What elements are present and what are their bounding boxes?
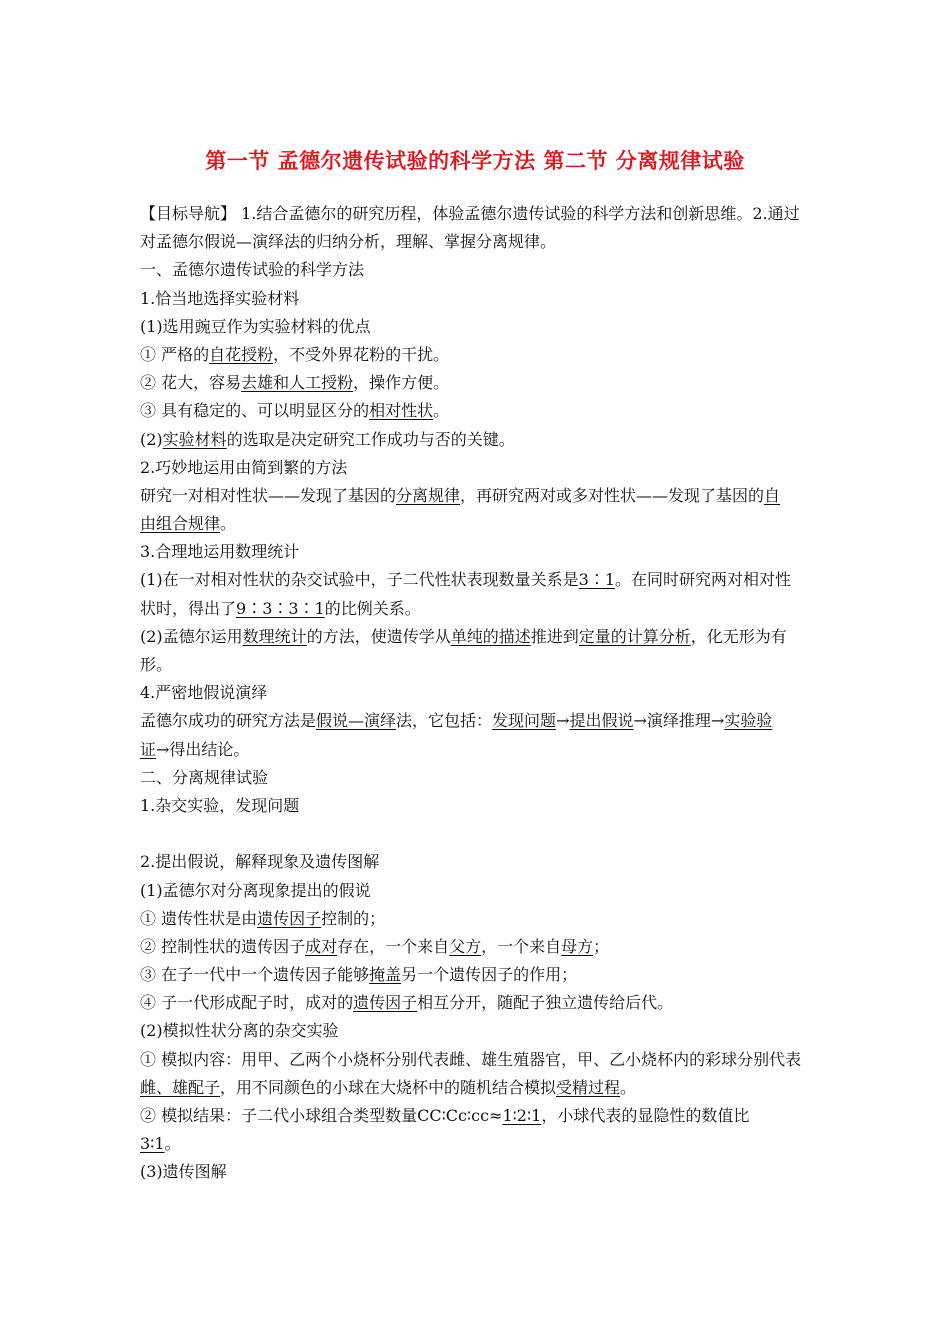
text-line: [140, 1158, 815, 1186]
text-line: [140, 256, 815, 284]
text-segment: (2)孟德尔运用: [140, 626, 243, 646]
text-line: [140, 1130, 815, 1158]
text-segment: ，操作方便。: [353, 373, 450, 393]
text-segment: 存在，一个来自: [337, 936, 450, 956]
answer-blank: 3∶1: [578, 570, 616, 590]
answer-blank: 遗传因子: [257, 908, 322, 928]
text-segment: ，不受外界花粉的干扰。: [273, 344, 450, 364]
text-line: [140, 933, 815, 961]
answer-blank: 提出假说: [569, 711, 634, 731]
text-line: [140, 792, 815, 820]
text-segment: ，再研究两对或多对性状——发现了基因的: [460, 485, 765, 505]
text-line: [140, 764, 815, 792]
answer-blank: 实验验: [724, 711, 773, 731]
text-line: [140, 369, 815, 397]
text-segment: 。: [433, 401, 450, 421]
text-segment: 研究一对相对性状——发现了基因的: [140, 485, 397, 505]
text-line: [140, 679, 815, 707]
answer-blank: 定量的计算分析: [578, 626, 691, 646]
text-line: [140, 341, 815, 369]
text-segment: 二、分离规律试验: [140, 767, 269, 787]
text-segment: (2): [140, 429, 163, 449]
answer-blank: 雌、雄配子: [140, 1077, 221, 1097]
text-line: [140, 707, 815, 735]
text-line: [140, 200, 815, 228]
answer-blank: 9∶3∶3∶1: [236, 598, 325, 618]
text-line: [140, 905, 815, 933]
text-line: [140, 877, 815, 905]
answer-blank: 自花授粉: [209, 344, 274, 364]
text-segment: (2)模拟性状分离的杂交实验: [140, 1021, 339, 1041]
text-segment: ③ 具有稳定的、可以明显区分的: [140, 401, 370, 421]
text-line: [140, 736, 815, 764]
text-segment: →得出结论。: [156, 739, 250, 759]
answer-blank: 父方: [449, 936, 482, 956]
text-segment: ① 严格的: [140, 344, 210, 364]
text-segment: 的比例关系。: [324, 598, 421, 618]
text-segment: 对孟德尔假说—演绎法的归纳分析，理解、掌握分离规律。: [140, 232, 557, 252]
text-segment: ④ 子一代形成配子时，成对的: [140, 993, 354, 1013]
text-line: [140, 313, 815, 341]
text-line: [140, 595, 815, 623]
text-segment: 。: [164, 1134, 181, 1154]
answer-blank: 遗传因子: [353, 993, 418, 1013]
answer-blank: 受精过程: [556, 1077, 621, 1097]
answer-blank: 分离规律: [396, 485, 461, 505]
text-line: [140, 989, 815, 1017]
text-segment: 2.提出假说，解释现象及遗传图解: [140, 852, 380, 872]
answer-blank: 自: [764, 485, 781, 505]
answer-blank: 1∶2∶1: [502, 1106, 542, 1125]
text-segment: ，用不同颜色的小球在大烧杯中的随机结合模拟: [220, 1077, 557, 1097]
text-segment: 4.严密地假说演绎: [140, 683, 268, 703]
text-segment: 控制的；: [321, 908, 386, 928]
answer-blank: 单纯的描述: [450, 626, 531, 646]
text-segment: ③ 在子一代中一个遗传因子能够: [140, 965, 370, 985]
text-segment: (1)在一对相对性状的杂交试验中，子二代性状表现数量关系是: [140, 570, 579, 590]
text-segment: ，小球代表的显隐性的数值比: [541, 1106, 750, 1125]
answer-blank: 实验材料: [162, 429, 227, 449]
text-segment: ① 遗传性状是由: [140, 908, 258, 928]
answer-blank: 发现问题: [492, 711, 557, 731]
text-segment: →: [556, 711, 570, 731]
document-body: [140, 200, 815, 1187]
answer-blank: 由组合规律: [140, 514, 221, 534]
text-line: [140, 1017, 815, 1045]
text-line: [140, 1046, 815, 1074]
text-segment: 形。: [140, 655, 173, 674]
text-line: [140, 510, 815, 538]
text-line: [140, 397, 815, 425]
text-segment: 。在同时研究两对相对性: [615, 570, 792, 590]
text-line: [140, 623, 815, 651]
text-line: [140, 454, 815, 482]
text-segment: 的选取是决定研究工作成功与否的关键。: [226, 429, 515, 449]
text-segment: 1.恰当地选择实验材料: [140, 288, 300, 308]
text-segment: ，化无形为有: [690, 626, 787, 646]
page-title: 第一节 孟德尔遗传试验的科学方法 第二节 分离规律试验: [205, 148, 745, 173]
text-segment: ① 模拟内容：用甲、乙两个小烧杯分别代表雌、雄生殖器官，甲、乙小烧杯内的彩球分别代表: [140, 1049, 802, 1069]
text-line: [140, 426, 815, 454]
text-segment: ② 花大，容易: [140, 373, 242, 393]
text-segment: 2.巧妙地运用由简到繁的方法: [140, 457, 348, 477]
blank-line: [140, 820, 815, 848]
text-segment: 1.杂交实验，发现问题: [140, 795, 300, 815]
text-segment: 孟德尔成功的研究方法是: [140, 711, 317, 731]
text-segment: 推进到: [530, 626, 579, 646]
text-segment: 。: [220, 514, 237, 534]
text-segment: 3.合理地运用数理统计: [140, 542, 300, 562]
text-segment: 。: [620, 1077, 637, 1097]
text-line: [140, 228, 815, 256]
text-segment: (1)选用豌豆作为实验材料的优点: [140, 316, 371, 336]
text-line: [140, 651, 815, 679]
answer-blank: 掩盖: [369, 965, 402, 985]
answer-blank: 去雄和人工授粉: [241, 373, 354, 393]
text-segment: (3)遗传图解: [140, 1162, 227, 1182]
text-line: [140, 482, 815, 510]
text-segment: (1)孟德尔对分离现象提出的假说: [140, 880, 371, 900]
text-line: [140, 285, 815, 313]
answer-blank: 成对: [305, 936, 338, 956]
text-segment: 的方法，使遗传学从: [306, 626, 451, 646]
answer-blank: 证: [140, 739, 157, 759]
text-segment: 一、孟德尔遗传试验的科学方法: [140, 260, 365, 280]
answer-blank: 假说—演绎: [316, 711, 397, 731]
answer-blank: 数理统计: [242, 626, 307, 646]
answer-blank: 相对性状: [369, 401, 434, 421]
text-line: [140, 566, 815, 594]
text-line: [140, 961, 815, 989]
text-segment: 相互分开，随配子独立遗传给后代。: [417, 993, 674, 1013]
text-segment: ② 模拟结果：子二代小球组合类型数量CC∶Cc∶cc≈: [140, 1106, 503, 1125]
text-segment: ，一个来自: [481, 936, 562, 956]
answer-blank: 3∶1: [140, 1134, 165, 1154]
answer-blank: 母方: [561, 936, 594, 956]
text-line: [140, 848, 815, 876]
text-line: [140, 538, 815, 566]
text-segment: 状时，得出了: [140, 598, 237, 618]
text-segment: 另一个遗传因子的作用；: [401, 965, 578, 985]
text-segment: ② 控制性状的遗传因子: [140, 936, 306, 956]
text-segment: 法，它包括：: [396, 711, 493, 731]
text-segment: ；: [593, 936, 610, 956]
text-line: [140, 1074, 815, 1102]
text-segment: →演绎推理→: [633, 711, 725, 731]
text-segment: 【目标导航】 1.结合孟德尔的研究历程，体验孟德尔遗传试验的科学方法和创新思维。2.通过: [140, 204, 800, 223]
text-line: [140, 1102, 815, 1130]
